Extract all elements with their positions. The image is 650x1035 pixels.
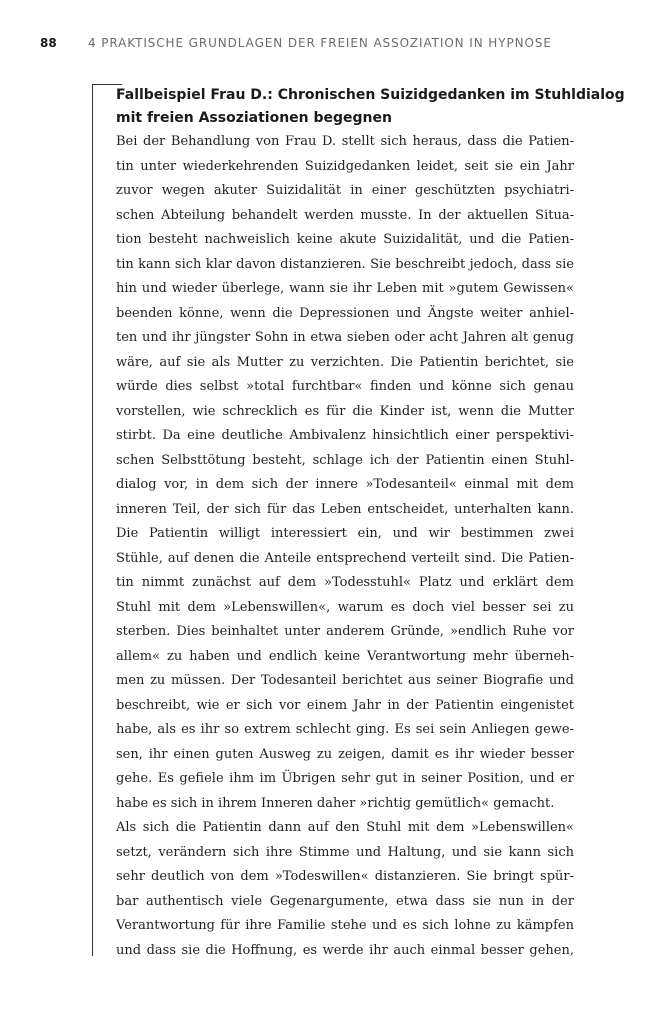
body-text-line: tion besteht nachweislich keine akute Suizidalität, und die Patien- [116, 232, 574, 247]
body-text-line: sen, ihr einen guten Ausweg zu zeigen, damit es ihr wieder besser [116, 746, 574, 762]
running-head [40, 36, 610, 54]
chapter-title: 4 PRAKTISCHE GRUNDLAGEN DER FREIEN ASSOZIATION IN HYPNOSE [88, 36, 552, 50]
body-text-line: schen Selbsttötung besteht, schlage ich der Patientin einen Stuhl- [116, 452, 574, 468]
body-text-line: ten und ihr jüngster Sohn in etwa sieben oder acht Jahren alt genug [116, 330, 574, 345]
body-text-line: sterben. Dies beinhaltet unter anderem Gründe, »endlich Ruhe vor [116, 624, 574, 639]
body-text-line: zuvor wegen akuter Suizidalität in einer geschützten psychiatri- [116, 183, 574, 198]
body-text-line: bar authentisch viele Gegenargumente, etwa dass sie nun in der [116, 893, 574, 909]
body-text-line: setzt, verändern sich ihre Stimme und Haltung, und sie kann sich [116, 844, 574, 860]
body-text-line: und dass sie die Hoffnung, es werde ihr auch einmal besser gehen, [116, 942, 574, 958]
page-number: 88 [40, 36, 57, 50]
case-example-body [116, 130, 574, 963]
body-text-line: habe, als es ihr so extrem schlecht ging. Es sei sein Anliegen gewe- [116, 722, 574, 737]
case-example-title-line: Fallbeispiel Frau D.: Chronischen Suizidgedanken im Stuhldialog [116, 87, 625, 103]
body-text-line: schen Abteilung behandelt werden musste. In der aktuellen Situa- [116, 207, 574, 223]
body-text-line: men zu müssen. Der Todesanteil berichtet aus seiner Biografie und [116, 673, 574, 688]
body-text-line: habe es sich in ihrem Inneren daher »richtig gemütlich« gemacht. [116, 795, 555, 811]
body-text-line: sehr deutlich von dem »Todeswillen« distanzieren. Sie bringt spür- [116, 869, 574, 884]
case-example-title [116, 84, 625, 129]
body-text-line: beenden könne, wenn die Depressionen und Ängste weiter anhiel- [116, 305, 574, 321]
case-example-title-line: mit freien Assoziationen begegnen [116, 109, 392, 126]
body-text-line: Stuhl mit dem »Lebenswillen«, warum es doch viel besser sei zu [116, 599, 574, 615]
body-text-line: Als sich die Patientin dann auf den Stuhl mit dem »Lebenswillen« [116, 820, 574, 835]
body-text-line: hin und wieder überlege, wann sie ihr Leben mit »gutem Gewissen« [116, 281, 574, 296]
body-text-line: Verantwortung für ihre Familie stehe und es sich lohne zu kämpfen [116, 918, 574, 933]
body-text-line: vorstellen, wie schrecklich es für die Kinder ist, wenn die Mutter [116, 403, 574, 419]
body-text-line: würde dies selbst »total furchtbar« finden und könne sich genau [116, 379, 574, 394]
body-text-line: allem« zu haben und endlich keine Verantwortung mehr überneh- [116, 648, 574, 664]
body-text-line: gehe. Es gefiele ihm im Übrigen sehr gut in seiner Position, und er [116, 771, 574, 786]
body-text-line: stirbt. Da eine deutliche Ambivalenz hinsichtlich einer perspektivi- [116, 428, 574, 443]
body-text-line: tin kann sich klar davon distanzieren. Sie beschreibt jedoch, dass sie [116, 256, 574, 272]
body-text-line: Die Patientin willigt interessiert ein, und wir bestimmen zwei [116, 526, 574, 541]
body-text-line: Bei der Behandlung von Frau D. stellt sich heraus, dass die Patien- [116, 134, 574, 149]
body-text-line: Stühle, auf denen die Anteile entsprechend verteilt sind. Die Patien- [116, 550, 574, 566]
body-text-line: tin unter wiederkehrenden Suizidgedanken leidet, seit sie ein Jahr [116, 158, 574, 174]
body-text-line: inneren Teil, der sich für das Leben entscheidet, unterhalten kann. [116, 501, 574, 517]
body-text-line: beschreibt, wie er sich vor einem Jahr in der Patientin eingenistet [116, 697, 574, 713]
body-text-line: tin nimmt zunächst auf dem »Todesstuhl« Platz und erklärt dem [116, 575, 574, 590]
body-text-line: dialog vor, in dem sich der innere »Todesanteil« einmal mit dem [116, 477, 574, 492]
body-text-line: wäre, auf sie als Mutter zu verzichten. Die Patientin berichtet, sie [116, 354, 574, 370]
